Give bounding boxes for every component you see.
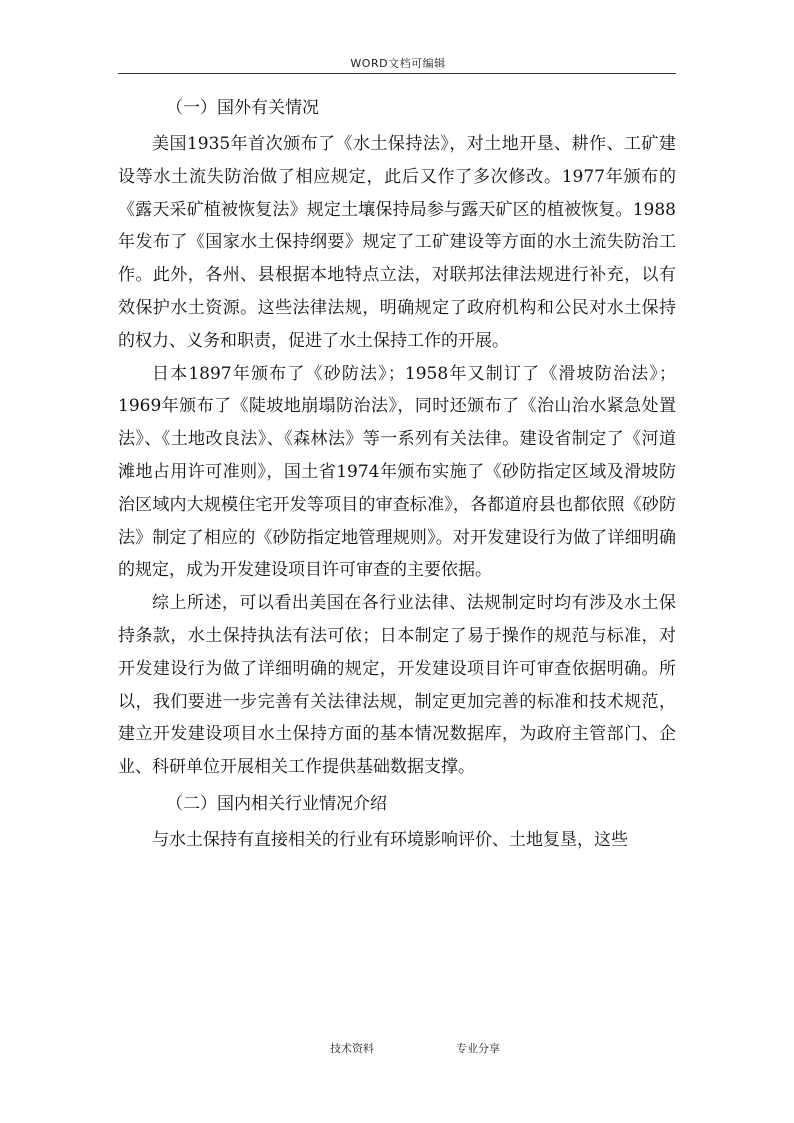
paragraph-usa: 美国1935年首次颁布了《水土保持法》，对土地开垦、耕作、工矿建设等水土流失防治做了相应规定，此后又作了多次修改。1977年颁布的《露天采矿植被恢复法》规定土壤保持局参与露天矿区的植被恢复。1988年发布了《国家水土保持纲要》规定了工矿建设等方面的水土流失防治工作。此外，各州、县根据本地特点立法，对联邦法律法规进行补充，以有效保护水土资源。这些法律法规，明确规定了政府机构和公民对水土保持的权力、义务和职责，促进了水土保持工作的开展。 — [118, 134, 676, 351]
document-body — [118, 88, 676, 857]
paragraph-domestic-intro: 与水土保持有直接相关的行业有环境影响评价、土地复垦，这些 — [152, 829, 628, 850]
paragraph-summary: 综上所述，可以看出美国在各行业法律、法规制定时均有涉及水土保持条款，水土保持执法有法可依；日本制定了易于操作的规范与标准，对开发建设行为做了详细明确的规定，开发建设项目许可审查依据明确。所以，我们要进一步完善有关法律法规，制定更加完善的标准和技术规范，建立开发建设项目水土保持方面的基本情况数据库，为政府主管部门、企业、科研单位开展相关工作提供基础数据支撑。 — [118, 593, 676, 778]
paragraph-japan: 日本1897年颁布了《砂防法》；1958年又制订了《滑坡防治法》；1969年颁布了《陡坡地崩塌防治法》，同时还颁布了《治山治水紧急处置法》、《土地改良法》、《森林法》等一系列有关法律。建设省制定了《河道滩地占用许可准则》，国土省1974年颁布实施了《砂防指定区域及滑坡防治区域内大规模住宅开发等项目的审查标准》，各都道府县也都依照《砂防法》制定了相应的《砂防指定地管理规则》。对开发建设行为做了详细明确的规定，成为开发建设项目许可审查的主要依据。 — [118, 363, 676, 581]
section-heading-domestic: （二）国内相关行业情况介绍 — [166, 793, 387, 814]
section-heading-foreign: （一）国外有关情况 — [166, 98, 319, 118]
footer-right-text: 专业分享 — [456, 1042, 500, 1055]
page-header: WORD文档可编辑 — [350, 57, 446, 70]
header-divider — [118, 73, 676, 74]
footer-left-text: 技术资料 — [330, 1042, 374, 1055]
